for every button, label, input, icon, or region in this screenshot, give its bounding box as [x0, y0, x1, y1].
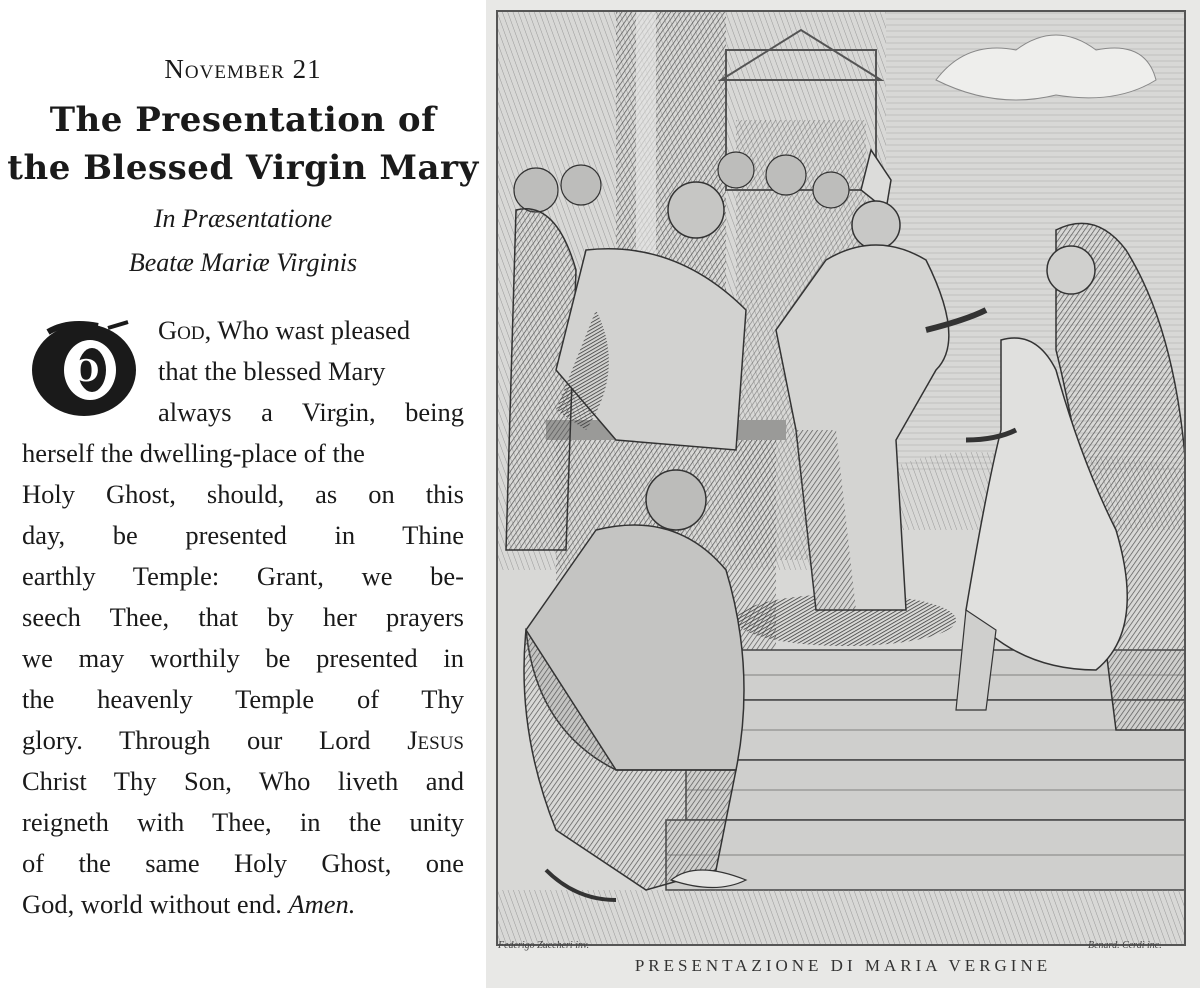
prayer-line: seech Thee, that by her prayers	[22, 602, 464, 632]
feast-title-line-1: The Presentation of	[49, 100, 437, 140]
text-panel	[0, 0, 486, 988]
prayer-line: God, Who wast pleased	[158, 315, 411, 345]
prayer-line: herself the dwelling-place of the	[22, 438, 365, 468]
prayer-text	[22, 310, 464, 925]
engraver-credit: Benard. Cerdi inc.	[1088, 940, 1162, 951]
prayer-line: God, world without end. Amen.	[22, 889, 356, 919]
prayer-line: Christ Thy Son, Who liveth and	[22, 766, 464, 796]
prayer-line: the heavenly Temple of Thy	[22, 684, 464, 714]
date-heading: November 21	[164, 54, 322, 84]
artist-credit: Federigo Zuccheri inv.	[498, 940, 590, 951]
engraving-panel	[486, 0, 1200, 988]
prayer-line: of the same Holy Ghost, one	[22, 848, 464, 878]
engraving-image	[496, 10, 1186, 946]
svg-text:O: O	[73, 354, 100, 389]
latin-title-line-1: In Præsentatione	[153, 204, 333, 233]
prayer-line: earthly Temple: Grant, we be-	[22, 561, 464, 591]
latin-title-line-2: Beatæ Mariæ Virginis	[128, 248, 358, 277]
prayer-line: we may worthily be presented in	[22, 643, 464, 673]
prayer-line: always a Virgin, being	[158, 397, 464, 427]
prayer-line: reigneth with Thee, in the unity	[22, 807, 464, 837]
prayer-line: day, be presented in Thine	[22, 520, 464, 550]
prayer-line: glory. Through our Lord Jesus	[22, 725, 464, 755]
prayer-line: Holy Ghost, should, as on this	[22, 479, 464, 509]
engraving-caption: PRESENTAZIONE DI MARIA VERGINE	[634, 956, 1052, 975]
feast-title-line-2: the Blessed Virgin Mary	[7, 148, 479, 188]
prayer-line: that the blessed Mary	[158, 356, 386, 386]
